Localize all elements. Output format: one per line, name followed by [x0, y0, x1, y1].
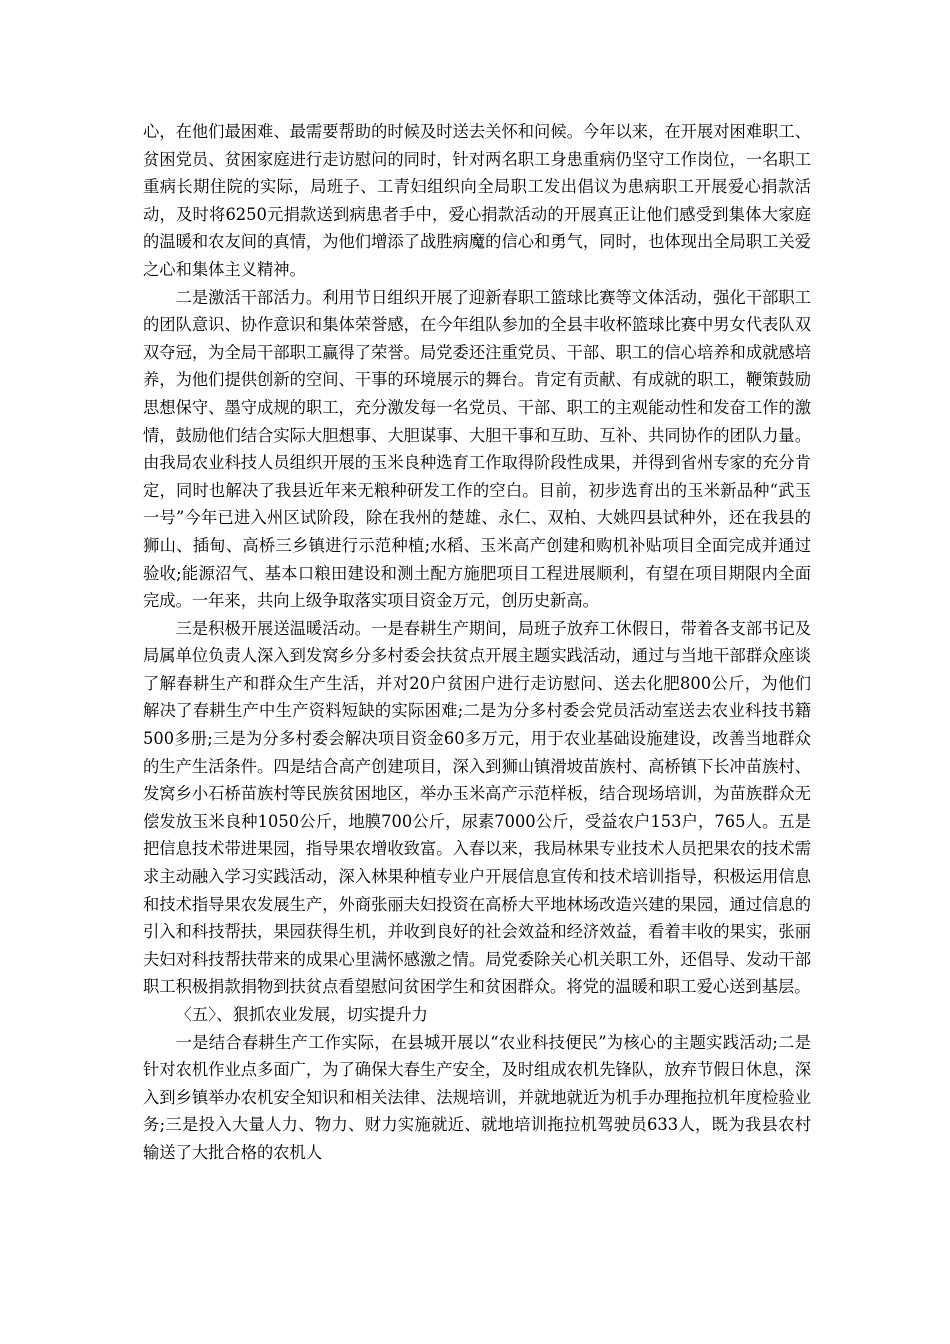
section-heading: 〈五〉、狠抓农业发展，切实提升力: [175, 1005, 428, 1024]
paragraph-4: 一是结合春耕生产工作实际，在县城开展以“农业科技便民”为核心的主题实践活动;二是针对农机作业点多面广，为了确保大春生产安全，及时组成农机先锋队，放弃节假日休息，深入到乡镇举办农机安全知识和相关法律、法规培训，并就地就近为机手办理拖拉机年度检验业务;三是投入大量人力、物力、财力实施就近、就地培训拖拉机驾驶员633人，既为我县农村输送了大批合格的农机人: [143, 1032, 811, 1162]
paragraph-2: 二是激活干部活力。利用节日组织开展了迎新春职工篮球比赛等文体活动，强化干部职工的团队意识、协作意识和集体荣誉感，在今年组队参加的全县丰收杯篮球比赛中男女代表队双双夺冠，为全局干部职工赢得了荣誉。局党委还注重党员、干部、职工的信心培养和成就感培养，为他们提供创新的空间、干事的环境展示的舞台。肯定有贡献、有成就的职工，鞭策鼓励思想保守、墨守成规的职工，充分激发每一名党员、干部、职工的主观能动性和发奋工作的激情，鼓励他们结合实际大胆想事、大胆谋事、大胆干事和互助、互补、共同协作的团队力量。由我局农业科技人员组织开展的玉米良种选育工作取得阶段性成果，并得到省州专家的充分肯定，同时也解决了我县近年来无粮种研发工作的空白。目前，初步选育出的玉米新品种“武玉一号”今年已进入州区试阶段，除在我州的楚雄、永仁、双柏、大姚四县试种外，还在我县的狮山、插甸、高桥三乡镇进行示范种植;水稻、玉米高产创建和购机补贴项目全面完成并通过验收;能源沼气、基本口粮田建设和测土配方施肥项目工程进展顺利，有望在项目期限内全面完成。一年来，共向上级争取落实项目资金万元，创历史新高。: [143, 287, 811, 611]
paragraph-3: 三是积极开展送温暖活动。一是春耕生产期间，局班子放弃工休假日，带着各支部书记及局属单位负责人深入到发窝乡分多村委会扶贫点开展主题实践活动，通过与当地干部群众座谈了解春耕生产和群众生产生活，并对20户贫困户进行走访慰问、送去化肥800公斤，为他们解决了春耕生产中生产资料短缺的实际困难;二是为分多村委会党员活动室送去农业科技书籍500多册;三是为分多村委会解决项目资金60多万元，用于农业基础设施建设，改善当地群众的生产生活条件。四是结合高产创建项目，深入到狮山镇滑坡苗族村、高桥镇下长冲苗族村、发窝乡小石桥苗族村等民族贫困地区，举办玉米高产示范样板，结合现场培训，为苗族群众无偿发放玉米良种1050公斤，地膜700公斤，尿素7000公斤，受益农户153户，765人。五是把信息技术带进果园，指导果农增收致富。入春以来，我局林果专业技术人员把果农的技术需求主动融入学习实践活动，深入林果种植专业户开展信息宣传和技术培训指导，积极运用信息和技术指导果农发展生产，外商张丽夫妇投资在高桥大平地林场改造兴建的果园，通过信息的引入和科技帮扶，果园获得生机，并收到良好的社会效益和经济效益，看着丰收的果实，张丽夫妇对科技帮扶带来的成果心里满怀感激之情。局党委除关心机关职工外，还倡导、发动干部职工积极捐款捐物到扶贫点看望慰问贫困学生和贫困群众。将党的温暖和职工爱心送到基层。: [143, 618, 811, 997]
document-page: [143, 118, 811, 1167]
paragraph-1: 心，在他们最困难、最需要帮助的时候及时送去关怀和问候。今年以来，在开展对困难职工、贫困党员、贫困家庭进行走访慰问的同时，针对两名职工身患重病仍坚守工作岗位，一名职工重病长期住院的实际，局班子、工青妇组织向全局职工发出倡议为患病职工开展爱心捐款活动，及时将6250元捐款送到病患者手中，爱心捐款活动的开展真正让他们感受到集体大家庭的温暖和农友间的真情，为他们增添了战胜病魔的信心和勇气，同时，也体现出全局职工关爱之心和集体主义精神。: [143, 122, 811, 279]
